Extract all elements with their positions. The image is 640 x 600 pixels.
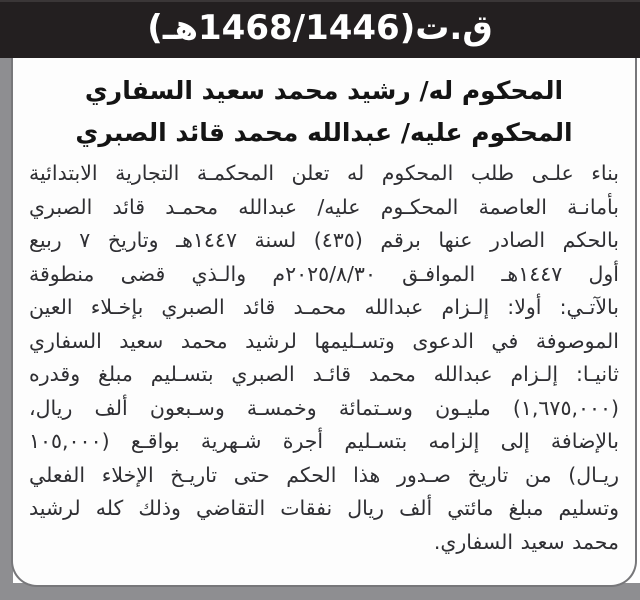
- plaintiff-line: المحكوم له/ رشيد محمد سعيد السفاري: [84, 76, 564, 105]
- defendant-line: المحكوم عليه/ عبدالله محمد قائد الصبري: [75, 118, 573, 147]
- notice-line: وتسليم مبلغ مائتي ألف ريال نفقات التقاضي وذلك كله لرشيد: [29, 496, 619, 520]
- notice-line: بالآتـي: أولا: إلـزام عبدالله محمـد قائد الصبري بإخـلاء العين: [29, 295, 619, 319]
- notice-line: بأمانـة العاصمة المحكـوم عليه/ عبدالله محمـد قائد الصبري: [29, 194, 619, 219]
- notice-line: بالحكم الصادر عنها برقم (٤٣٥) لسنة ١٤٤٧هـ وتاريخ ٧ ربيع: [29, 228, 619, 252]
- notice-body: [29, 157, 619, 559]
- notice-card: [11, 58, 637, 587]
- notice-line: ثانيـا: إلـزام عبدالله محمد قائـد الصبري بتسـليم مبلغ وقدره: [29, 362, 619, 386]
- notice-line: أول ١٤٤٧هـ الموافـق ٢٠٢٥/٨/٣٠م والـذي قضى منطوقة: [29, 261, 619, 286]
- case-header-bar: [0, 0, 640, 58]
- notice-line: بالإضافة إلى إلزامه بتسـليم أجرة شـهرية بواقـع (١٠٥,٠٠٠: [29, 429, 619, 453]
- case-reference-number: ق.ت(1468/1446هـ): [147, 8, 493, 48]
- notice-line: (١,٦٧٥,٠٠٠) مليـون وسـتمائة وخمسـة وسـبعون ألف ريال،: [29, 395, 619, 420]
- notice-line-final: محمد سعيد السفاري.: [433, 529, 619, 554]
- notice-line: بناء علـى طلب المحكوم له تعلن المحكمـة التجارية الابتدائية: [29, 161, 619, 185]
- notice-line: ريـال) من تاريخ صـدور هذا الحكم حتى تاريـخ الإخلاء الفعلي: [29, 462, 619, 487]
- notice-line: الموصوفة في الدعوى وتسـليمها لرشيد محمد سعيد السفاري: [29, 328, 619, 353]
